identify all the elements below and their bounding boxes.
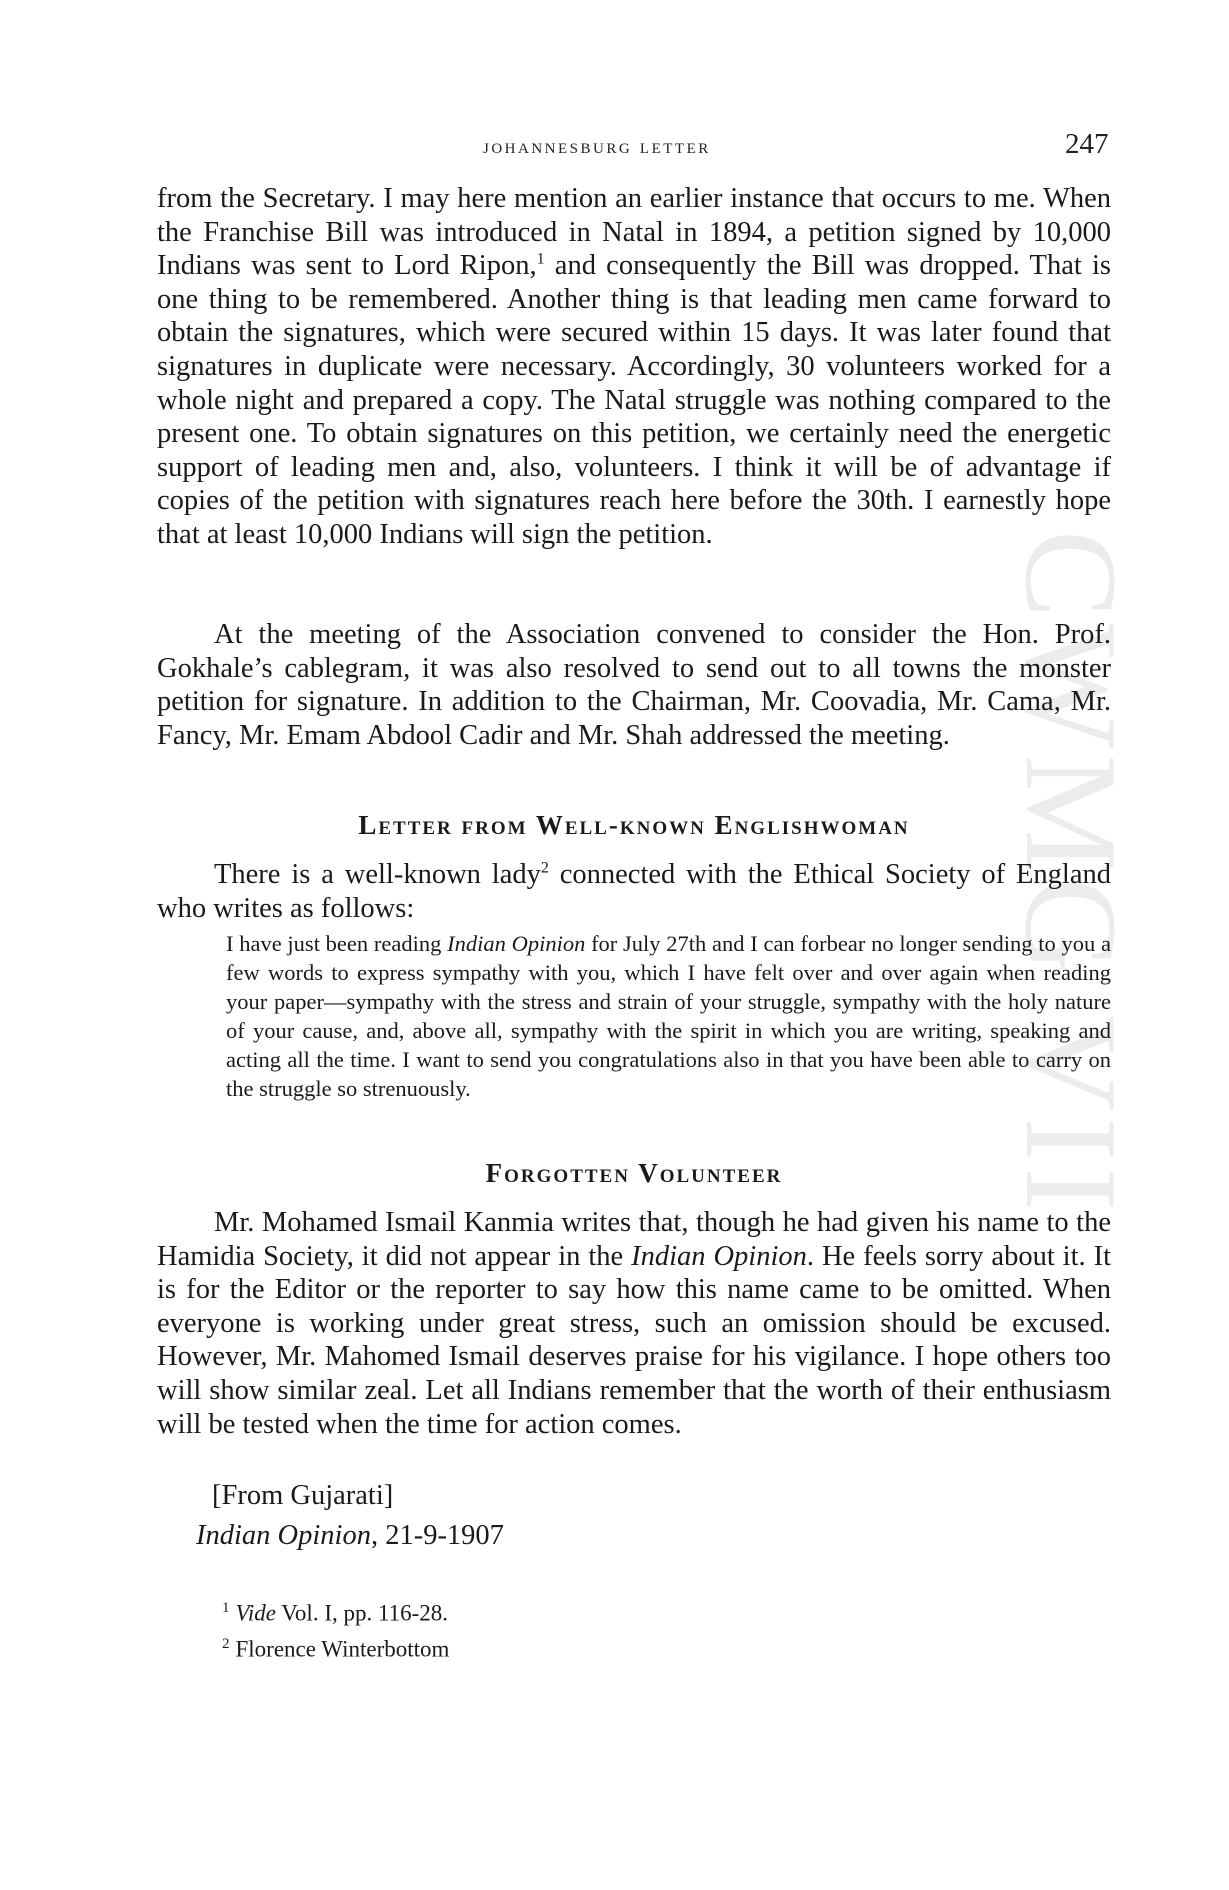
paragraph-3-text-b: connected with the Ethical Society of England who writes as follows: (157, 859, 1111, 924)
paragraph-1-text-a: from the Secretary. I may here mention an earlier instance that occurs to me. When the Franchise Bill was introduced in Natal in 1894, a petition signed by 10,000 Indians was sent to Lord Ripon, (157, 183, 1111, 282)
citation (196, 1520, 504, 1552)
section-heading-englishwoman: Letter from Well-known Englishwoman (358, 810, 910, 840)
quote-text-b: for July 27th and I can forbear no longer sending to you a few words to express sympathy with you, which I have felt over and over again when reading your paper—sympathy with the stress and strain of your struggle, sympathy with the holy nature of your cause, and, above all, sympathy with the spirit in which you are writing, speaking and acting all the time. I want to send you congratulations also in that you have been able to carry on the struggle so strenuously. (226, 931, 1111, 1101)
paragraph-1 (157, 182, 1111, 552)
section-heading-volunteer: Forgotten Volunteer (485, 1158, 783, 1188)
paragraph-4-text-a: Mr. Mohamed Ismail Kanmia writes that, though he had given his name to the Hamidia Society, it did not appear in the (157, 1207, 1111, 1272)
running-head: johannesburg letter (483, 134, 711, 158)
paragraph-4-text-b: . He feels sorry about it. It is for the Editor or the reporter to say how this name came to be omitted. When everyone is working under great stress, such an omission should be excused. However, Mr. Mahomed Ismail deserves praise for his vigilance. I hope others too will show similar zeal. Let all Indians remember that the worth of their enthusiasm will be tested when the time for action comes. (157, 1240, 1112, 1440)
footnote-1-text: Vol. I, pp. 116-28. (275, 1600, 449, 1626)
footnotes (222, 1593, 449, 1664)
paragraph-3 (157, 858, 1111, 925)
paragraph-3-text-a: There is a well-known lady (214, 859, 541, 890)
paragraph-1-text-b: and consequently the Bill was dropped. That is one thing to be remembered. Another thing is that leading men came forward to obtain the signatures, which were secured within 15 days. It was later found that signatures in duplicate were necessary. Accordingly, 30 volunteers worked for a whole night and prepared a copy. The Natal struggle was nothing compared to the present one. To obtain signatures on this petition, we certainly need the energetic support of leading men and, also, volunteers. I think it will be of advantage if copies of the petition with signatures reach here before the 30th. I earnestly hope that at least 10,000 Indians will sign the petition. (157, 250, 1111, 550)
block-quote (226, 929, 1111, 1103)
footnote-2-text: Florence Winterbottom (235, 1636, 450, 1662)
paragraph-2: At the meeting of the Association convened to consider the Hon. Prof. Gokhale’s cablegram, it was also resolved to send out to all towns the monster petition for signature. In addition to the Chairman, Mr. Coovadia, Mr. Cama, Mr. Fancy, Mr. Emam Abdool Cadir and Mr. Shah addressed the meeting. (157, 619, 1111, 751)
footnote-ref-2: 2 (540, 859, 549, 877)
quote-text-a: I have just been reading (226, 931, 448, 956)
source-line: [From Gujarati] (212, 1480, 394, 1511)
footnote-1-italic: Vide (235, 1600, 276, 1626)
watermark-text: CWMG VII (998, 530, 1145, 1218)
footnote-1-mark: 1 (222, 1600, 230, 1616)
paragraph-4-italic: Indian Opinion (631, 1240, 807, 1272)
footnote-1 (222, 1593, 449, 1629)
quote-italic: Indian Opinion (447, 931, 586, 956)
footnote-2-mark: 2 (222, 1635, 230, 1652)
page-number: 247 (1065, 128, 1109, 160)
footnote-ref-1: 1 (536, 250, 545, 268)
paragraph-4 (157, 1206, 1111, 1441)
footnote-2 (222, 1629, 449, 1665)
citation-publication: Indian Opinion (196, 1520, 371, 1551)
citation-date: , 21-9-1907 (370, 1520, 504, 1551)
